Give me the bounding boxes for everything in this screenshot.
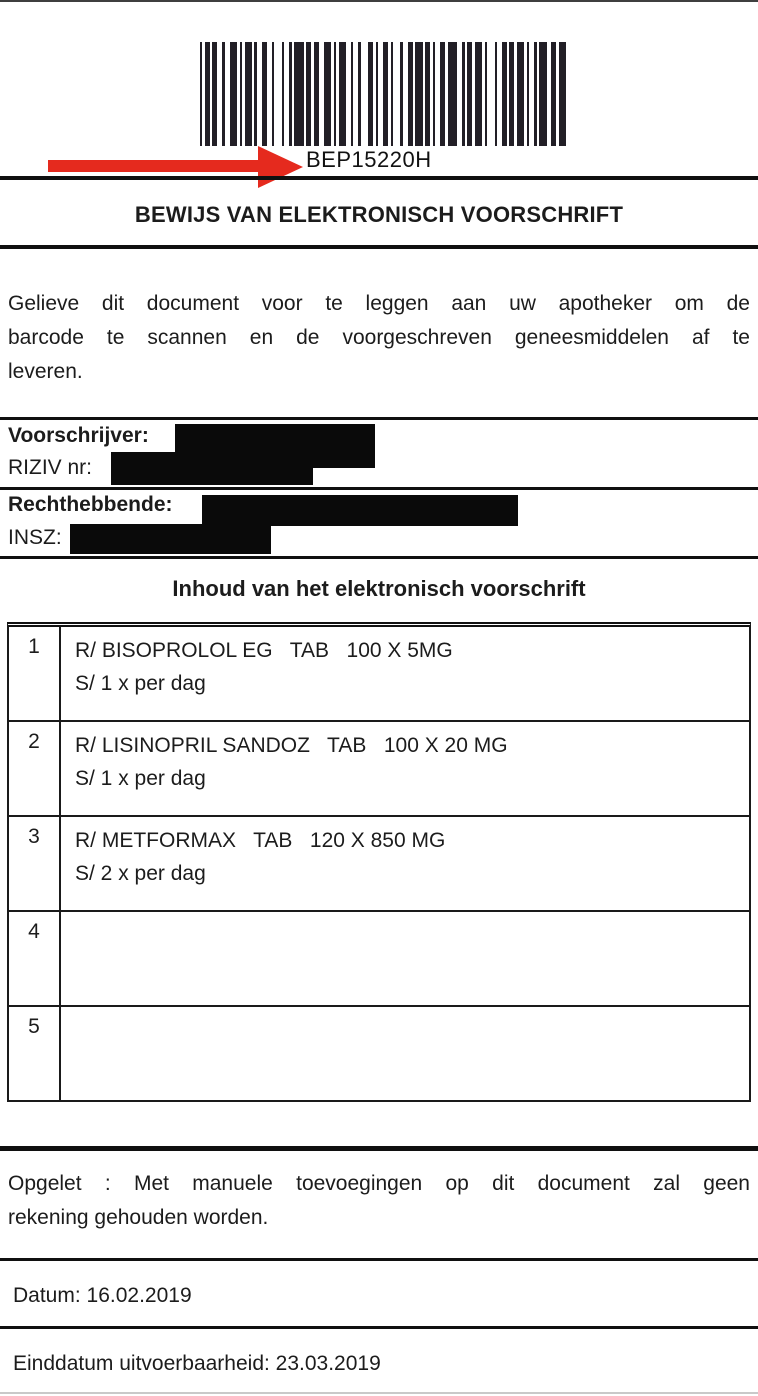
barcode-bar: [294, 42, 304, 146]
table-row: [9, 720, 749, 815]
paragraph-line: leveren.: [8, 360, 83, 383]
barcode-bar: [245, 42, 252, 146]
table-row: [9, 910, 749, 1005]
redaction-connector: [310, 450, 375, 468]
row-number: 4: [9, 912, 61, 1005]
row-content: [61, 912, 749, 1005]
barcode-space: [274, 42, 281, 146]
barcode-bar: [448, 42, 458, 146]
divider: [0, 417, 758, 420]
medication-line: S/ 1 x per dag: [75, 672, 206, 695]
paragraph-line: Gelieve dit document voor te leggen aan uw apotheker om de: [8, 292, 750, 315]
insz-number-redacted: [70, 524, 271, 554]
divider: [0, 556, 758, 559]
barcode-space: [487, 42, 494, 146]
row-number: 3: [9, 817, 61, 910]
red-arrow-icon: [48, 160, 260, 172]
barcode-bar: [517, 42, 524, 146]
divider: [0, 245, 758, 249]
barcode-space: [566, 42, 568, 146]
divider: [0, 176, 758, 180]
warning-paragraph: [8, 1167, 750, 1235]
top-edge-line: [0, 0, 758, 2]
insz-label: INSZ:: [8, 526, 66, 550]
medication-line: R/ METFORMAX TAB 120 X 850 MG: [75, 829, 446, 852]
document-title: BEWIJS VAN ELEKTRONISCH VOORSCHRIFT: [134, 202, 624, 227]
row-number: 2: [9, 722, 61, 815]
divider: [0, 1326, 758, 1329]
barcode-value: BEP15220H: [306, 147, 432, 172]
barcode-bar: [230, 42, 237, 146]
paragraph-line: rekening gehouden worden.: [8, 1206, 269, 1229]
divider: [0, 1258, 758, 1261]
medication-line: R/ LISINOPRIL SANDOZ TAB 100 X 20 MG: [75, 734, 508, 757]
issue-date: Datum: 16.02.2019: [13, 1284, 192, 1307]
medication-line: R/ BISOPROLOL EG TAB 100 X 5MG: [75, 639, 453, 662]
barcode-bar: [539, 42, 546, 146]
divider-thick: [0, 1146, 758, 1151]
contents-heading: Inhoud van het elektronisch voorschrift: [172, 576, 586, 601]
riziv-label: RIZIV nr:: [8, 456, 96, 480]
medication-line: S/ 1 x per dag: [75, 767, 206, 790]
barcode-bar: [339, 42, 346, 146]
row-number: 1: [9, 627, 61, 720]
beneficiary-label: Rechthebbende:: [8, 493, 177, 517]
prescriber-label: Voorschrijver:: [8, 424, 153, 448]
barcode-image: [200, 42, 570, 146]
paragraph-line: Opgelet : Met manuele toevoegingen op dit document zal geen: [8, 1172, 750, 1195]
barcode-bar: [324, 42, 331, 146]
table-row: [9, 1005, 749, 1100]
medication-line: S/ 2 x per dag: [75, 862, 206, 885]
divider-faint: [0, 1392, 758, 1394]
row-content: [61, 1007, 749, 1100]
table-row: [9, 815, 749, 910]
table-row: [9, 627, 749, 720]
prescription-table: [7, 622, 751, 1102]
red-arrow-head-icon: [258, 146, 303, 188]
prescriber-name-redacted: [175, 424, 375, 453]
row-content: [61, 722, 749, 815]
row-content: [61, 817, 749, 910]
barcode-space: [361, 42, 368, 146]
barcode-bar: [475, 42, 482, 146]
barcode-space: [393, 42, 400, 146]
intro-paragraph: [8, 287, 750, 389]
paragraph-line: barcode te scannen en de voorgeschreven geneesmiddelen af te: [8, 326, 750, 349]
barcode-bar: [559, 42, 566, 146]
end-date: Einddatum uitvoerbaarheid: 23.03.2019: [13, 1352, 381, 1375]
row-content: [61, 627, 749, 720]
row-number: 5: [9, 1007, 61, 1100]
barcode-bar: [415, 42, 422, 146]
divider: [0, 487, 758, 490]
riziv-number-redacted: [111, 452, 313, 485]
